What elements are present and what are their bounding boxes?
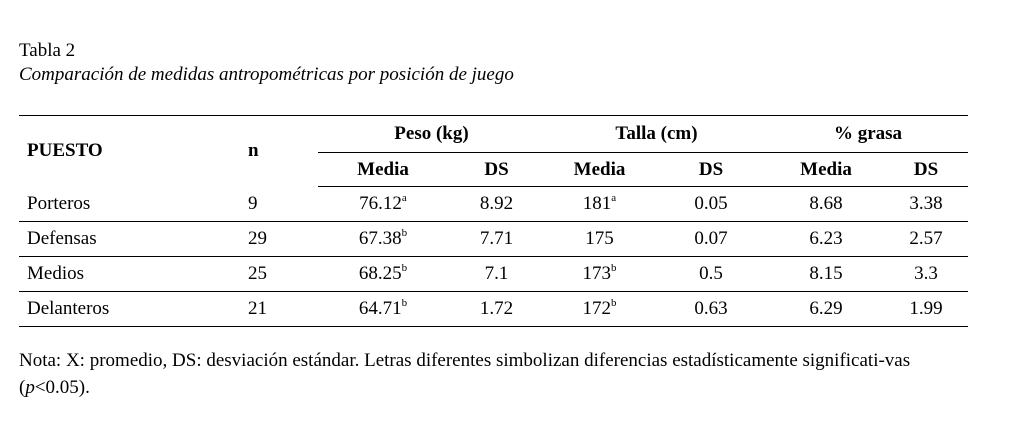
cell-grasa-media: 6.29 [768, 292, 884, 327]
header-grasa: % grasa [768, 116, 968, 153]
cell-peso-media: 68.25$^b$ [318, 257, 448, 292]
cell-talla-ds: 0.63 [654, 292, 768, 327]
cell-peso-media: 67.38$^b$ [318, 222, 448, 257]
table-row [19, 222, 968, 257]
header-talla-ds: DS [654, 153, 768, 187]
cell-peso-media: 64.71$^b$ [318, 292, 448, 327]
cell-grasa-ds: 2.57 [884, 222, 968, 257]
cell-n: 25 [248, 257, 318, 292]
cell-n: 9 [248, 187, 318, 222]
table-caption: Comparación de medidas antropométricas por posición de juego [19, 64, 514, 85]
cell-talla-media: 175 [545, 222, 654, 257]
superscript: a [611, 192, 617, 204]
cell-talla-media: 172$^b$ [545, 292, 654, 327]
header-puesto: PUESTO [19, 116, 248, 187]
cell-n: 21 [248, 292, 318, 327]
cell-talla-media: 173$^b$ [545, 257, 654, 292]
cell-puesto: Medios [19, 257, 248, 292]
anthropometric-table [19, 115, 968, 327]
superscript: b [401, 262, 408, 274]
table-row [19, 257, 968, 292]
cell-grasa-media: 8.68 [768, 187, 884, 222]
cell-puesto: Defensas [19, 222, 248, 257]
cell-grasa-media: 6.23 [768, 222, 884, 257]
cell-grasa-ds: 3.3 [884, 257, 968, 292]
header-peso: Peso (kg) [318, 116, 545, 153]
cell-puesto: Porteros [19, 187, 248, 222]
cell-peso-ds: 7.71 [448, 222, 545, 257]
header-grasa-media: Media [768, 153, 884, 187]
superscript: b [401, 227, 408, 239]
superscript: a [401, 192, 407, 204]
cell-grasa-ds: 1.99 [884, 292, 968, 327]
header-n: n [248, 116, 318, 187]
header-grasa-ds: DS [884, 153, 968, 187]
table-row [19, 187, 968, 222]
cell-peso-ds: 1.72 [448, 292, 545, 327]
table-label: Tabla 2 [19, 40, 76, 61]
cell-talla-media: 181$^a$ [545, 187, 654, 222]
header-talla: Talla (cm) [545, 116, 768, 153]
cell-grasa-media: 8.15 [768, 257, 884, 292]
cell-n: 29 [248, 222, 318, 257]
cell-talla-ds: 0.07 [654, 222, 768, 257]
table-row [19, 292, 968, 327]
cell-grasa-ds: 3.38 [884, 187, 968, 222]
cell-talla-ds: 0.5 [654, 257, 768, 292]
cell-peso-ds: 7.1 [448, 257, 545, 292]
cell-peso-ds: 8.92 [448, 187, 545, 222]
cell-peso-media: 76.12$^a$ [318, 187, 448, 222]
header-talla-media: Media [545, 153, 654, 187]
header-peso-media: Media [318, 153, 448, 187]
table-note: Nota: X: promedio, DS: desviación estándar. Letras diferentes simbolizan diferencias estadísticamente significati-vas (p<0.05). [19, 350, 911, 398]
superscript: b [401, 297, 408, 309]
cell-puesto: Delanteros [19, 292, 248, 327]
header-peso-ds: DS [448, 153, 545, 187]
superscript: b [611, 262, 617, 274]
cell-talla-ds: 0.05 [654, 187, 768, 222]
superscript: b [611, 297, 617, 309]
